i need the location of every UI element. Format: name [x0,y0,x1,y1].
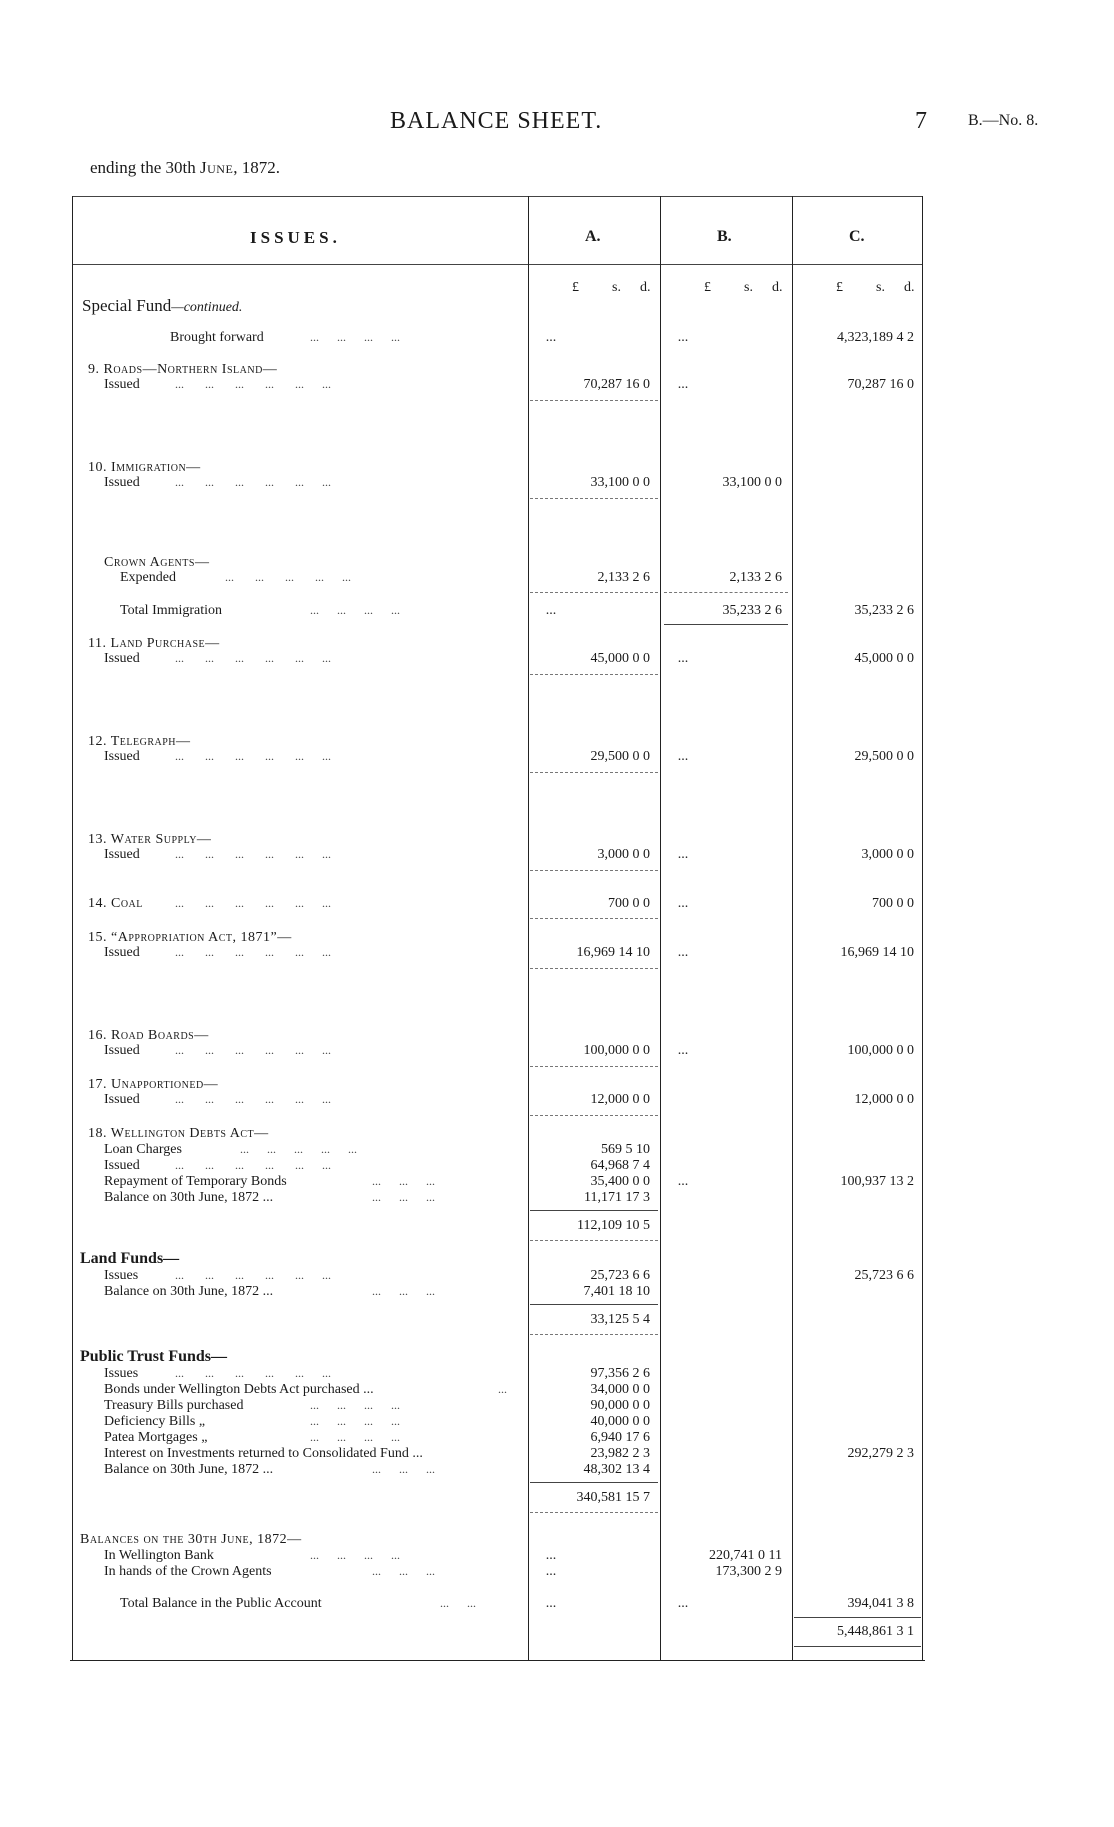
appropriation-c: 16,969 14 10 [840,945,914,960]
pence-header-c: d. [904,280,915,295]
total-immigration-a: ... [545,603,557,618]
trust-item-label: Balance on 30th June, 1872 ... [104,1462,274,1477]
crown-agents-a: 2,133 2 6 [597,570,650,585]
shilling-header-a: s. [612,280,621,295]
road-boards-label: Issued [104,1043,140,1058]
wellington-item-a: 11,171 17 3 [584,1190,650,1205]
page-title: BALANCE SHEET. [390,108,603,134]
total-balance-b: ... [677,1596,689,1611]
balances-item-label: In hands of the Crown Agents [104,1564,272,1579]
wellington-item-label: Issued [104,1158,140,1173]
trust-c: 292,279 2 3 [847,1446,914,1461]
appropriation-heading: 15. “Appropriation Act, 1871”— [88,930,292,945]
land-purchase-a: 45,000 0 0 [590,651,650,666]
land-purchase-label: Issued [104,651,140,666]
telegraph-a: 29,500 0 0 [590,749,650,764]
issues-column-header: ISSUES. [250,228,341,247]
wellington-item-a: 64,968 7 4 [590,1158,650,1173]
trust-total: 340,581 15 7 [576,1490,650,1505]
shilling-header-b: s. [744,280,753,295]
telegraph-c: 29,500 0 0 [854,749,914,764]
road-boards-a: 100,000 0 0 [583,1043,650,1058]
column-b-header: B. [717,228,732,245]
road-boards-heading: 16. Road Boards— [88,1028,209,1043]
trust-item-label: Treasury Bills purchased [104,1398,244,1413]
wellington-item-label: Balance on 30th June, 1872 ... [104,1190,274,1205]
land-funds-c: 25,723 6 6 [854,1268,914,1283]
pound-header-c: £ [836,280,843,295]
land-funds-total: 33,125 5 4 [590,1312,650,1327]
wellington-item-label: Repayment of Temporary Bonds [104,1174,287,1189]
balances-item-label: In Wellington Bank [104,1548,214,1563]
road-boards-c: 100,000 0 0 [847,1043,914,1058]
land-funds-item-a: 7,401 18 10 [583,1284,650,1299]
coal-label: 14. Coal [88,896,143,911]
land-funds-item-label: Balance on 30th June, 1872 ... [104,1284,274,1299]
trust-item-label: Patea Mortgages „ [104,1430,208,1445]
document-reference: B.—No. 8. [968,112,1039,129]
pence-header-a: d. [640,280,651,295]
wellington-item-a: 569 5 10 [601,1142,650,1157]
appropriation-a: 16,969 14 10 [576,945,650,960]
unapportioned-a: 12,000 0 0 [590,1092,650,1107]
wellington-item-label: Loan Charges [104,1142,182,1157]
grand-total-c: 5,448,861 3 1 [837,1624,914,1639]
trust-item-label: Deficiency Bills „ [104,1414,206,1429]
trust-item-label: Issues [104,1366,139,1381]
balances-heading: Balances on the 30th June, 1872— [80,1532,302,1547]
page-number: 7 [915,108,927,134]
column-a-header: A. [585,228,601,245]
telegraph-b: ... [677,749,689,764]
subtitle: ending the 30th June, 1872. [90,158,281,177]
telegraph-heading: 12. Telegraph— [88,734,191,749]
wellington-item-a: 35,400 0 0 [590,1174,650,1189]
brought-forward-b: ... [677,330,689,345]
immigration-label: Issued [104,475,140,490]
water-supply-heading: 13. Water Supply— [88,832,212,847]
land-purchase-c: 45,000 0 0 [854,651,914,666]
balances-item-a: ... [545,1564,557,1579]
wellington-c: 100,937 13 2 [840,1174,914,1189]
immigration-b: 33,100 0 0 [722,475,782,490]
trust-item-a: 23,982 2 3 [590,1446,650,1461]
pence-header-b: d. [772,280,783,295]
roads-b: ... [677,377,689,392]
water-supply-c: 3,000 0 0 [861,847,914,862]
immigration-a: 33,100 0 0 [590,475,650,490]
land-purchase-heading: 11. Land Purchase— [88,636,220,651]
land-funds-heading: Land Funds— [80,1250,180,1267]
wellington-total: 112,109 10 5 [577,1218,650,1233]
roads-a: 70,287 16 0 [583,377,650,392]
public-trust-heading: Public Trust Funds— [80,1348,228,1365]
pound-header-a: £ [572,280,579,295]
wellington-heading: 18. Wellington Debts Act— [88,1126,269,1141]
balances-item-b: 173,300 2 9 [715,1564,782,1579]
trust-item-a: 48,302 13 4 [583,1462,650,1477]
balances-item-b: 220,741 0 11 [709,1548,782,1563]
shilling-header-c: s. [876,280,885,295]
land-purchase-b: ... [677,651,689,666]
appropriation-b: ... [677,945,689,960]
coal-b: ... [677,896,689,911]
crown-agents-b: 2,133 2 6 [729,570,782,585]
total-balance-a: ... [545,1596,557,1611]
wellington-b: ... [677,1174,689,1189]
coal-c: 700 0 0 [872,896,914,911]
brought-forward-a: ... [545,330,557,345]
coal-a: 700 0 0 [608,896,650,911]
trust-item-a: 6,940 17 6 [590,1430,650,1445]
telegraph-label: Issued [104,749,140,764]
trust-item-a: 40,000 0 0 [590,1414,650,1429]
immigration-heading: 10. Immigration— [88,460,201,475]
special-fund-heading: Special Fund—continued. [82,296,243,315]
trust-item-a: 90,000 0 0 [590,1398,650,1413]
pound-header-b: £ [704,280,711,295]
brought-forward-c: 4,323,189 4 2 [837,330,914,345]
appropriation-label: Issued [104,945,140,960]
total-immigration-label: Total Immigration [120,603,223,618]
trust-item-label: Bonds under Wellington Debts Act purchased ... [104,1382,374,1397]
roads-heading: 9. Roads—Northern Island— [88,362,278,377]
land-funds-item-a: 25,723 6 6 [590,1268,650,1283]
trust-item-label: Interest on Investments returned to Consolidated Fund ... [104,1446,423,1461]
roads-label: Issued [104,377,140,392]
land-funds-item-label: Issues [104,1268,139,1283]
total-balance-label: Total Balance in the Public Account [120,1596,322,1611]
water-supply-a: 3,000 0 0 [597,847,650,862]
road-boards-b: ... [677,1043,689,1058]
total-immigration-c: 35,233 2 6 [854,603,914,618]
roads-c: 70,287 16 0 [847,377,914,392]
unapportioned-c: 12,000 0 0 [854,1092,914,1107]
column-c-header: C. [849,228,865,245]
water-supply-b: ... [677,847,689,862]
water-supply-label: Issued [104,847,140,862]
total-balance-c: 394,041 3 8 [847,1596,914,1611]
total-immigration-b: 35,233 2 6 [722,603,782,618]
brought-forward-label: Brought forward [170,330,264,345]
crown-agents-heading: Crown Agents— [104,555,210,570]
unapportioned-heading: 17. Unapportioned— [88,1077,219,1092]
trust-item-a: 34,000 0 0 [590,1382,650,1397]
trust-item-a: 97,356 2 6 [590,1366,650,1381]
crown-agents-label: Expended [120,570,176,585]
balances-item-a: ... [545,1548,557,1563]
unapportioned-label: Issued [104,1092,140,1107]
